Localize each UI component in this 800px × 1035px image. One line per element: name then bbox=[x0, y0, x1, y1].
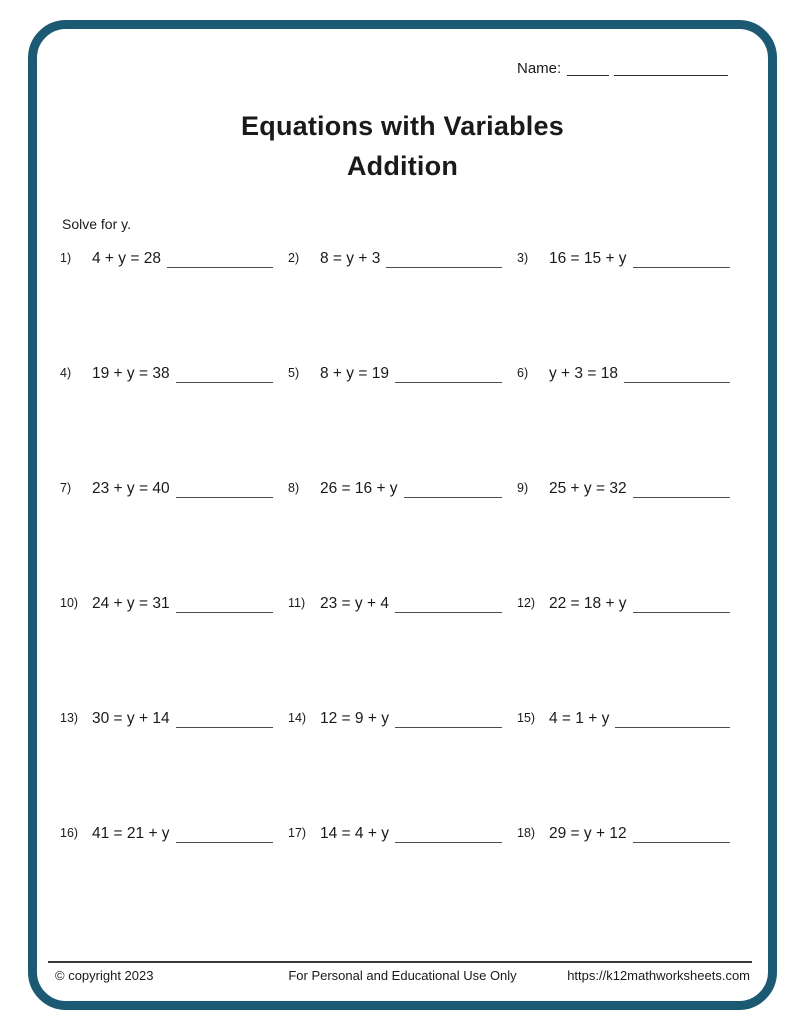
footer-url-link[interactable]: https://k12mathworksheets.com bbox=[567, 968, 751, 983]
problem-number: 10) bbox=[60, 596, 79, 610]
answer-blank[interactable] bbox=[395, 611, 502, 613]
problem-equation: 16 = 15 + y bbox=[549, 250, 627, 267]
problem-item bbox=[60, 363, 273, 478]
answer-blank[interactable] bbox=[633, 266, 730, 268]
problem-equation: 29 = y + 12 bbox=[549, 825, 627, 842]
answer-blank[interactable] bbox=[176, 496, 273, 498]
problems-grid bbox=[60, 248, 730, 938]
answer-blank[interactable] bbox=[386, 266, 502, 268]
problem-number: 2) bbox=[288, 251, 300, 265]
problem-equation: 22 = 18 + y bbox=[549, 595, 627, 612]
problem-number: 18) bbox=[517, 826, 536, 840]
answer-blank[interactable] bbox=[633, 611, 730, 613]
problem-number: 1) bbox=[60, 251, 72, 265]
problem-equation: 12 = 9 + y bbox=[320, 710, 389, 727]
worksheet-title bbox=[28, 106, 777, 186]
footer-usage-note: For Personal and Educational Use Only bbox=[288, 968, 517, 983]
problem-item bbox=[288, 823, 502, 938]
problem-number: 11) bbox=[288, 596, 306, 610]
problem-equation: 30 = y + 14 bbox=[92, 710, 170, 727]
problem-number: 13) bbox=[60, 711, 79, 725]
answer-blank[interactable] bbox=[624, 381, 730, 383]
problem-item bbox=[517, 248, 730, 363]
problem-equation: 4 = 1 + y bbox=[549, 710, 610, 727]
answer-blank[interactable] bbox=[633, 496, 730, 498]
title-line-2: Addition bbox=[346, 151, 459, 181]
answer-blank[interactable] bbox=[176, 841, 273, 843]
footer bbox=[48, 961, 752, 983]
problem-item bbox=[517, 708, 730, 823]
problem-item bbox=[517, 478, 730, 593]
problem-number: 3) bbox=[517, 251, 529, 265]
problem-equation: 24 + y = 31 bbox=[92, 595, 170, 612]
name-blank[interactable] bbox=[614, 74, 728, 76]
problem-item bbox=[60, 248, 273, 363]
answer-blank[interactable] bbox=[633, 841, 730, 843]
problem-number: 15) bbox=[517, 711, 536, 725]
problem-item bbox=[288, 478, 502, 593]
problem-item bbox=[60, 708, 273, 823]
problem-equation: 23 + y = 40 bbox=[92, 480, 170, 497]
problem-number: 7) bbox=[60, 481, 72, 495]
problem-item bbox=[288, 708, 502, 823]
problem-equation: 25 + y = 32 bbox=[549, 480, 627, 497]
problem-item bbox=[288, 248, 502, 363]
problem-number: 5) bbox=[288, 366, 300, 380]
problem-number: 16) bbox=[60, 826, 79, 840]
problem-number: 6) bbox=[517, 366, 529, 380]
problem-equation: 4 + y = 28 bbox=[92, 250, 161, 267]
problem-number: 8) bbox=[288, 481, 300, 495]
problem-item bbox=[288, 593, 502, 708]
problem-equation: y + 3 = 18 bbox=[549, 365, 618, 382]
footer-copyright: © copyright 2023 bbox=[55, 968, 154, 983]
answer-blank[interactable] bbox=[176, 611, 273, 613]
problem-item bbox=[60, 823, 273, 938]
problem-equation: 8 = y + 3 bbox=[320, 250, 381, 267]
problem-number: 9) bbox=[517, 481, 529, 495]
answer-blank[interactable] bbox=[395, 726, 502, 728]
problem-equation: 23 = y + 4 bbox=[320, 595, 389, 612]
problem-equation: 14 = 4 + y bbox=[320, 825, 389, 842]
name-label: Name: bbox=[517, 60, 562, 77]
problem-item bbox=[517, 363, 730, 478]
problem-number: 17) bbox=[288, 826, 307, 840]
problem-item bbox=[517, 823, 730, 938]
problem-number: 14) bbox=[288, 711, 307, 725]
problem-equation: 26 = 16 + y bbox=[320, 480, 398, 497]
answer-blank[interactable] bbox=[167, 266, 273, 268]
name-row bbox=[517, 60, 728, 77]
title-line-1: Equations with Variables bbox=[241, 111, 564, 141]
problem-item bbox=[517, 593, 730, 708]
problem-number: 4) bbox=[60, 366, 72, 380]
answer-blank[interactable] bbox=[404, 496, 502, 498]
instruction-text: Solve for y. bbox=[62, 216, 131, 232]
answer-blank[interactable] bbox=[395, 841, 502, 843]
problem-equation: 41 = 21 + y bbox=[92, 825, 170, 842]
problem-item bbox=[60, 478, 273, 593]
problem-item bbox=[60, 593, 273, 708]
answer-blank[interactable] bbox=[615, 726, 730, 728]
problem-number: 12) bbox=[517, 596, 536, 610]
problem-equation: 19 + y = 38 bbox=[92, 365, 170, 382]
answer-blank[interactable] bbox=[176, 726, 273, 728]
problem-item bbox=[288, 363, 502, 478]
name-blank-segment[interactable] bbox=[567, 74, 609, 76]
problem-equation: 8 + y = 19 bbox=[320, 365, 389, 382]
answer-blank[interactable] bbox=[176, 381, 273, 383]
answer-blank[interactable] bbox=[395, 381, 502, 383]
